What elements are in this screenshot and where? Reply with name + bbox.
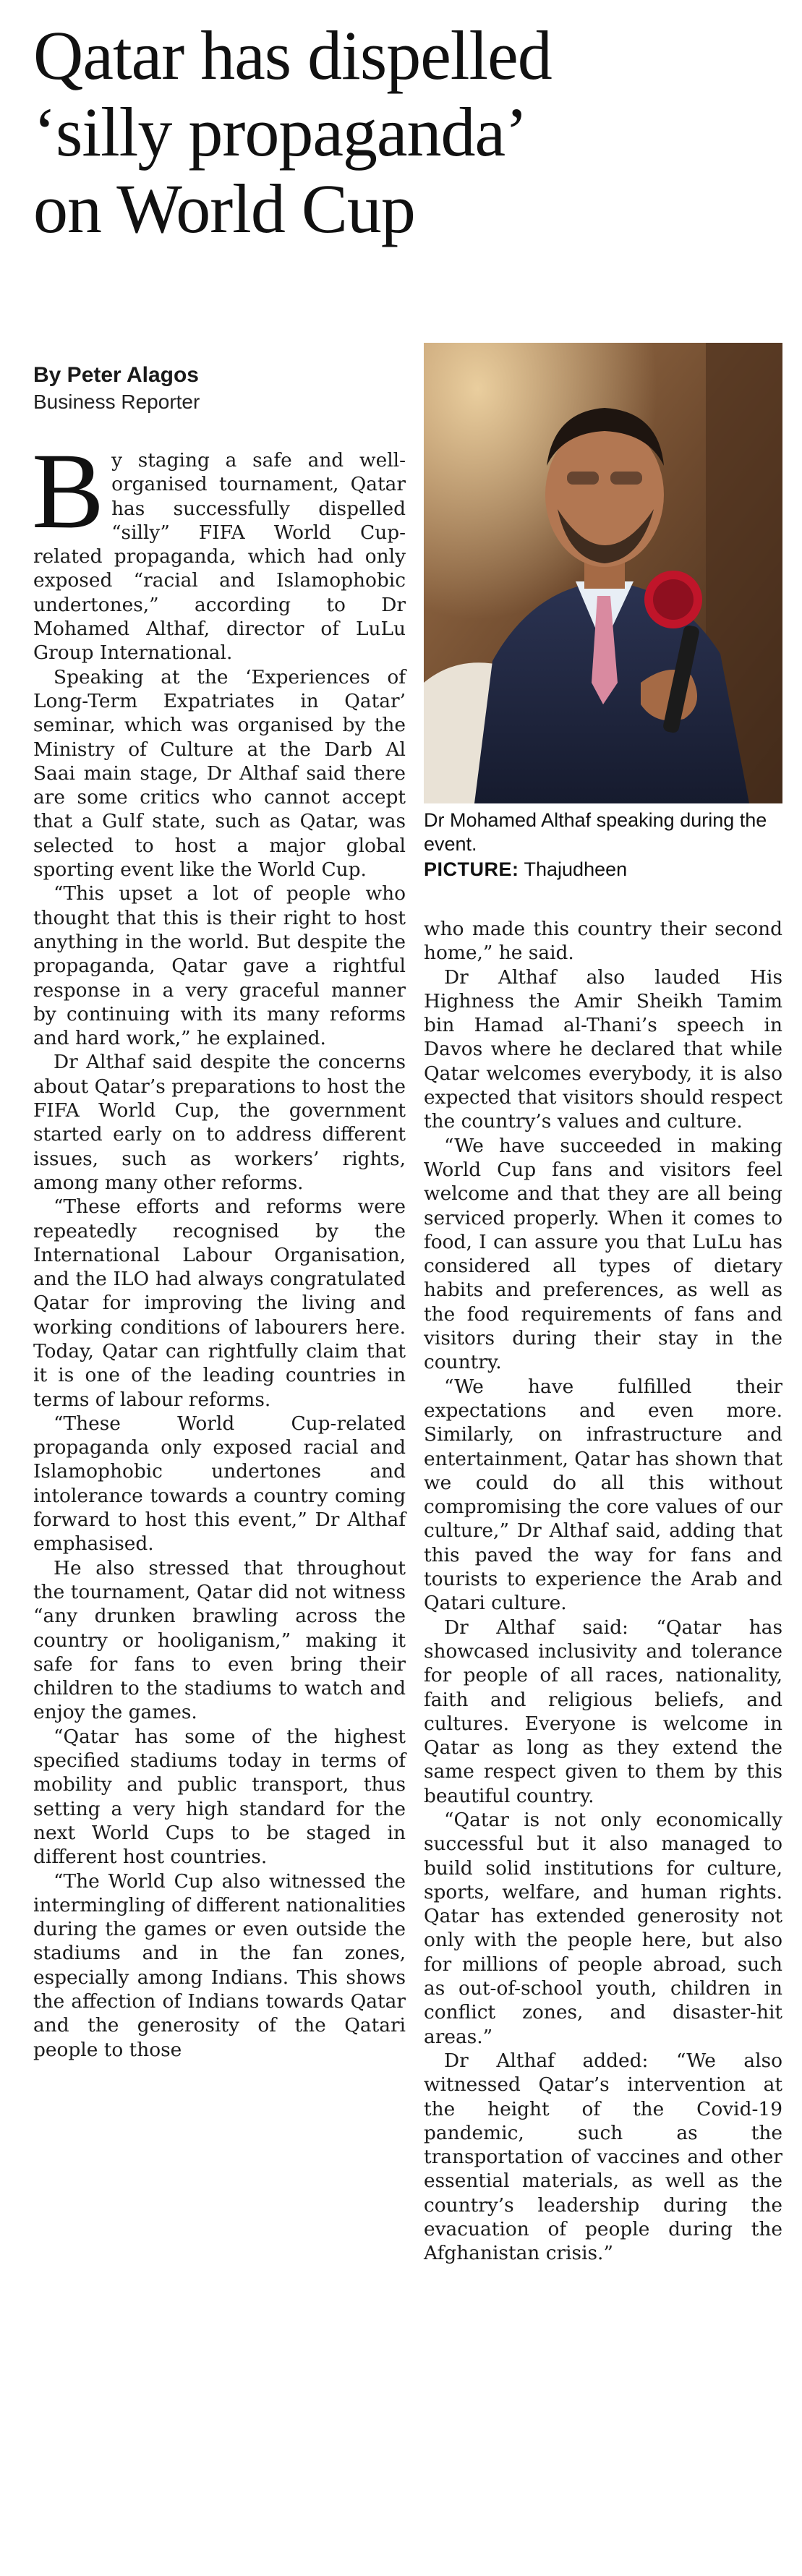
article-photo bbox=[424, 343, 782, 803]
paragraph-2: Speaking at the ‘Experiences of Long-Term Expatriates in Qatar’ seminar, which was organised by the Ministry of Culture at the Darb Al Saai main stage, Dr Althaf said there are some critics who cannot accept that a Gulf state, such as Qatar, was selected to host a major global sporting event like the World Cup. bbox=[33, 665, 406, 882]
byline-role: Business Reporter bbox=[33, 391, 200, 413]
paragraph-3: “This upset a lot of people who thought that this is their right to host anything in the world. But despite the propaganda, Qatar gave a rightful response in a very graceful manner by continuing with its many reforms and hard work,” he explained. bbox=[33, 882, 406, 1050]
paragraph-13: “We have fulfilled their expectations and even more. Similarly, on infrastructure and entertainment, Qatar has shown that we could do all this without compromising the core values of our culture,” Dr Althaf said, adding that this paved the way for fans and tourists to experience the Arab and Qatari culture. bbox=[424, 1375, 782, 1615]
paragraph-12: “We have succeeded in making World Cup fans and visitors feel welcome and that they are all being serviced properly. When it comes to food, I can assure you that LuLu has considered all types of dietary habits and preferences, as well as the food requirements of fans and visitors during their stay in the country. bbox=[424, 1134, 782, 1374]
article-column-right bbox=[424, 917, 782, 2266]
headline-line-3: on World Cup bbox=[33, 170, 415, 247]
credit-name: Thajudheen bbox=[524, 858, 628, 880]
headline bbox=[33, 17, 778, 247]
caption-text: Dr Mohamed Althaf speaking during the event. bbox=[424, 809, 767, 855]
paragraph-6: “These World Cup-related propaganda only exposed racial and Islamophobic undertones and intolerance towards a country coming forward to host this event,” Dr Althaf emphasised. bbox=[33, 1412, 406, 1556]
paragraph-8: “Qatar has some of the highest specified stadiums today in terms of mobility and public transport, thus setting a very high standard for the next World Cups to be staged in different host countries. bbox=[33, 1725, 406, 1869]
byline-author: By Peter Alagos bbox=[33, 363, 199, 387]
paragraph-15: “Qatar is not only economically successful but it also managed to build solid institutions for culture, sports, welfare, and human rights. Qatar has extended generosity not only with the people here, but also for millions of people abroad, such as out-of-school youth, children in conflict zones, and disaster-hit areas.” bbox=[424, 1808, 782, 2048]
paragraph-10: who made this country their second home,” he said. bbox=[424, 918, 782, 965]
paragraph-5: “These efforts and reforms were repeatedly recognised by the International Labour Organisation, and the ILO had always congratulated Qatar for improving the living and working conditions of labourers here. Today, Qatar can rightfully claim that it is one of the leading countries in terms of labour reforms. bbox=[33, 1195, 406, 1411]
speaker-photo-illustration bbox=[424, 343, 782, 803]
paragraph-9: “The World Cup also witnessed the intermingling of different nationalities during the games or even outside the stadiums and in the fan zones, especially among Indians. This shows the affection of Indians towards Qatar and the generosity of the Qatari people to those bbox=[33, 1869, 406, 2061]
paragraph-11: Dr Althaf also lauded His Highness the Amir Sheikh Tamim bin Hamad al-Thani’s speech in Davos where he declared that while Qatar welcomes everybody, it is also expected that visitors should respect the country’s values and culture. bbox=[424, 965, 782, 1133]
headline-line-1: Qatar has dispelled bbox=[33, 17, 552, 94]
credit-label: PICTURE: bbox=[424, 858, 519, 880]
byline bbox=[33, 362, 409, 415]
headline-line-2: ‘silly propaganda’ bbox=[33, 93, 528, 171]
paragraph-1 bbox=[32, 431, 406, 665]
dropcap: B bbox=[32, 431, 105, 551]
paragraph-14: Dr Althaf said: “Qatar has showcased inclusivity and tolerance for people of all races, nationality, faith and religious beliefs, and cultures. Everyone is welcome in Qatar as long as they extend the same respect given to them by this beautiful country. bbox=[424, 1616, 782, 1807]
paragraph-7: He also stressed that throughout the tournament, Qatar did not witness “any drunken brawling across the country or hooliganism,” making it safe for fans to even bring their children to the stadiums to watch and enjoy the games. bbox=[33, 1556, 406, 1724]
article-column-left bbox=[32, 431, 406, 2062]
paragraph-4: Dr Althaf said despite the concerns about Qatar’s preparations to host the FIFA World Cup, the government started early on to address different issues, such as workers’ rights, among many other reforms. bbox=[33, 1051, 406, 1194]
paragraph-16: Dr Althaf added: “We also witnessed Qatar’s intervention at the height of the Covid-19 pandemic, such as the transportation of vaccines and other essential materials, as well as the country’s leadership during the evacuation of people during the Afghanistan crisis.” bbox=[424, 2049, 782, 2265]
photo-caption bbox=[424, 809, 782, 882]
paragraph-1-text: y staging a safe and well-organised tournament, Qatar has successfully dispelled “silly” FIFA World Cup-related propaganda, which had only exposed “racial and Islamophobic undertones,” according to Dr Mohamed Althaf, director of LuLu Group International. bbox=[33, 449, 406, 665]
photo-credit bbox=[424, 858, 782, 882]
